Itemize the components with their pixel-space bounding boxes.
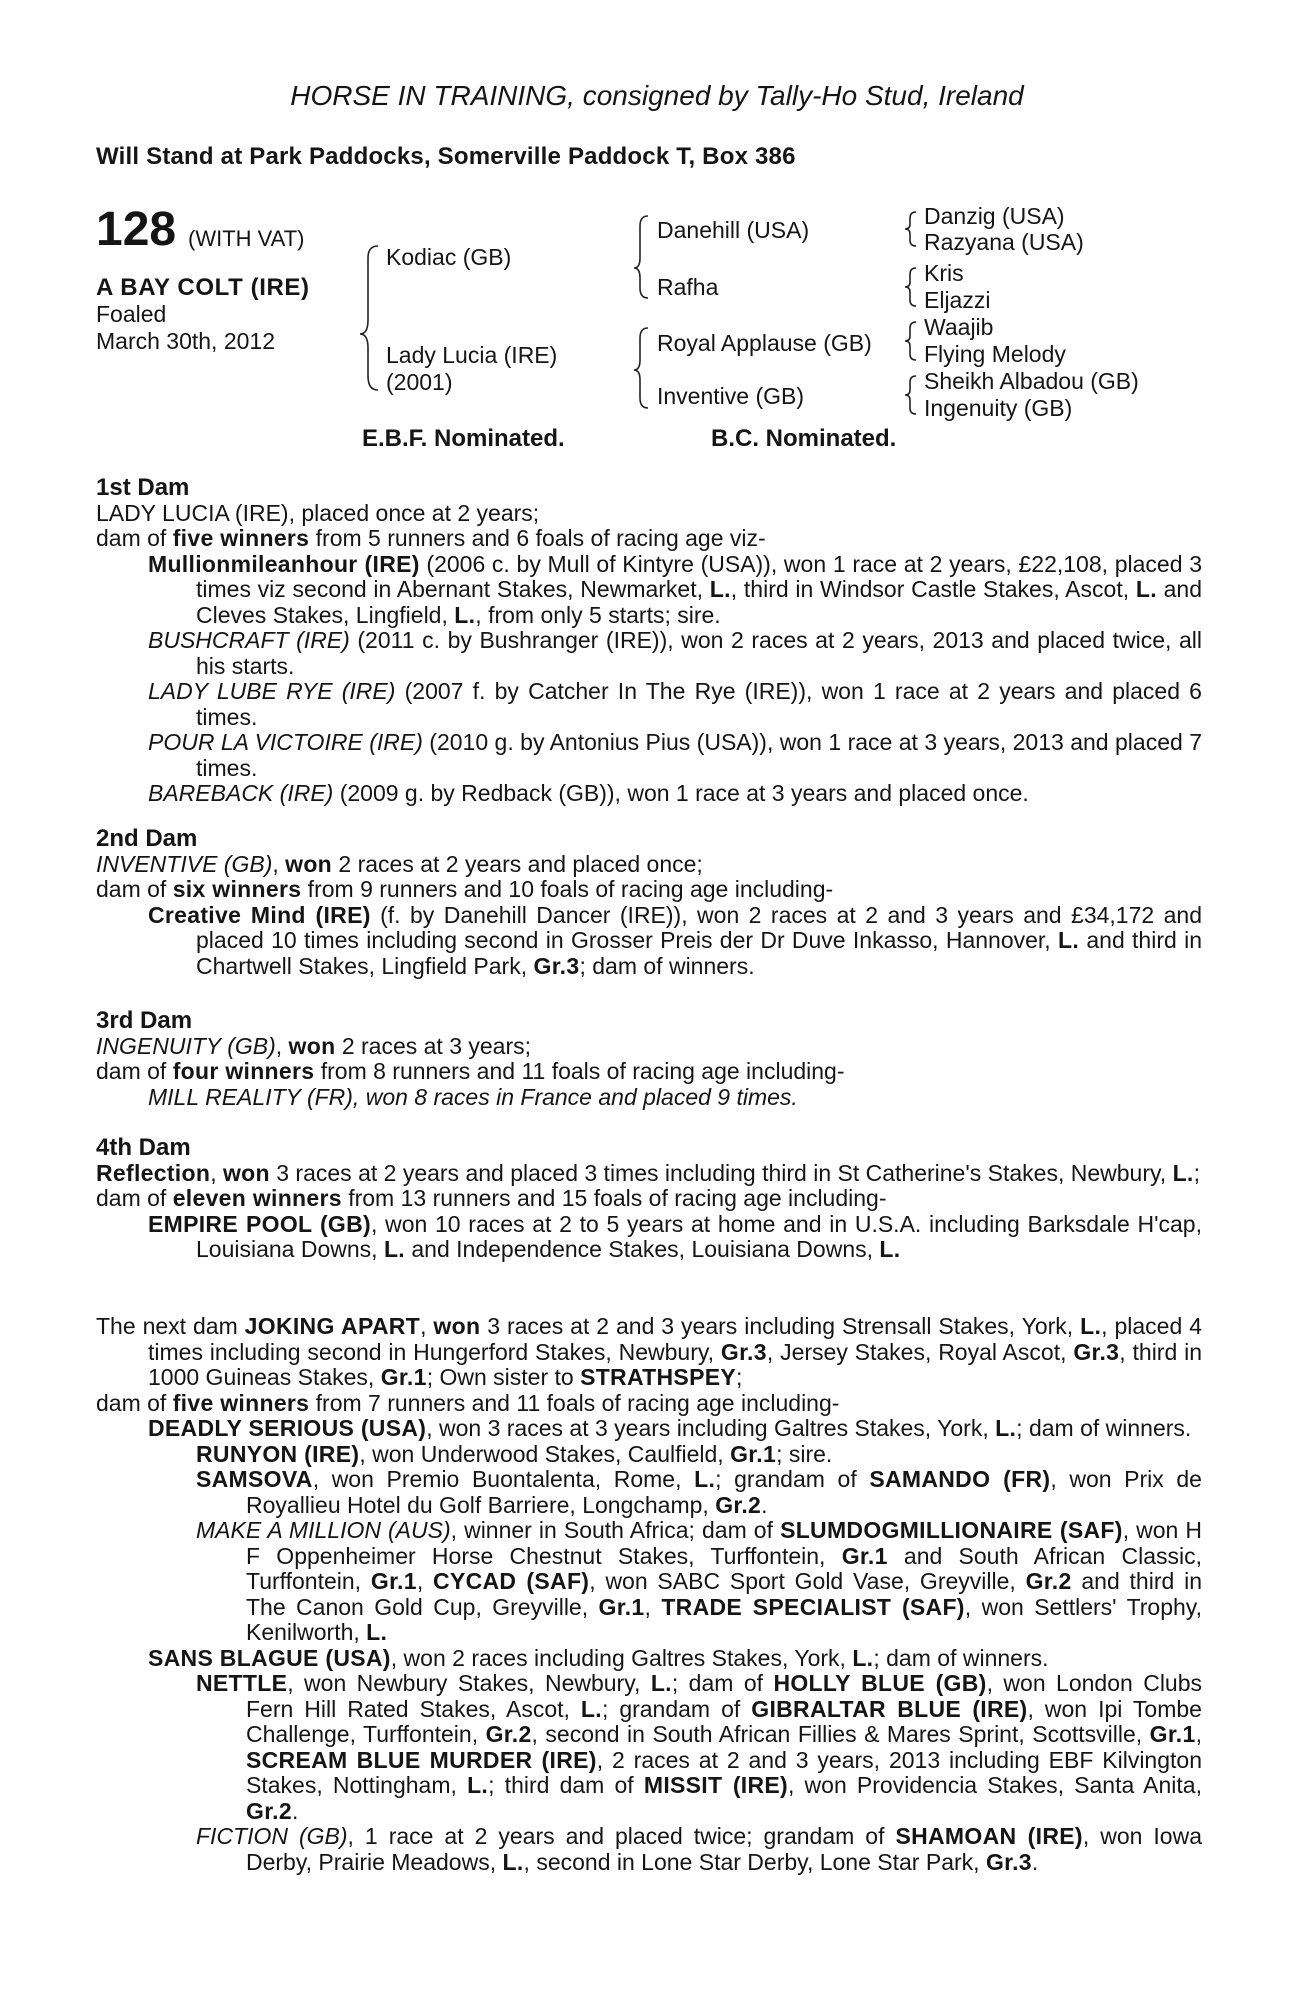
ebf-nominated: E.B.F. Nominated. xyxy=(362,425,565,452)
next-dam-produce: dam of five winners from 7 runners and 11 foals of racing age including- xyxy=(96,1389,840,1416)
progeny-entry: SANS BLAGUE (USA), won 2 races including Galtres Stakes, York, L.; dam of winners. xyxy=(148,1644,1049,1671)
third-dam-heading: 3rd Dam xyxy=(96,1007,193,1034)
ped-sdd: Eljazzi xyxy=(924,287,991,313)
brace-ds xyxy=(905,322,916,360)
next-dam-line: The next dam JOKING APART, won 3 races at 2 and 3 years including Strensall Stakes, York, L., placed 4 times including second in Hungerford Stakes, Newbury, Gr.3, Jersey Stakes, Royal Ascot, Gr.3, third in 1000 Guineas Stakes, Gr.1; Own sister to STRATHSPEY; xyxy=(96,1313,1202,1390)
progeny-entry: MILL REALITY (FR), won 8 races in France and placed 9 times. xyxy=(148,1083,798,1110)
second-dam-heading: 2nd Dam xyxy=(96,825,198,852)
second-dam-line: INVENTIVE (GB), won 2 races at 2 years and placed once; xyxy=(96,850,703,877)
fourth-dam-heading: 4th Dam xyxy=(96,1134,191,1161)
lot-number: 128 xyxy=(96,203,177,256)
ped-ssd: Razyana (USA) xyxy=(924,229,1084,255)
ped-dss: Waajib xyxy=(924,314,994,340)
ped-dd: Inventive (GB) xyxy=(657,383,804,409)
grand-progeny-entry: NETTLE, won Newbury Stakes, Newbury, L.; dam of HOLLY BLUE (GB), won London Clubs Fern Hill Rated Stakes, Ascot, L.; grandam of GIBRALTAR BLUE (IRE), won Ipi Tombe Challenge, Turffontein, Gr.2, second in South African Fillies & Mares Sprint, Scottsville, Gr.1, SCREAM BLUE MURDER (IRE), 2 races at 2 and 3 years, 2013 including EBF Kilvington Stakes, Nottingham, L.; third dam of MISSIT (IRE), won Providencia Stakes, Santa Anita, Gr.2. xyxy=(196,1670,1203,1824)
ped-dam: Lady Lucia (IRE) xyxy=(386,342,558,368)
ped-dds: Sheikh Albadou (GB) xyxy=(924,368,1139,394)
brace-ss xyxy=(905,212,916,246)
ped-sss: Danzig (USA) xyxy=(924,203,1065,229)
progeny-entry: Mullionmileanhour (IRE) (2006 c. by Mull of Kintyre (USA)), won 1 race at 2 years, £22,108, placed 3 times viz second in Abernant Stakes, Newmarket, L., third in Windsor Castle Stakes, Ascot, L. and Cleves Stakes, Lingfield, L., from only 5 starts; sire. xyxy=(148,550,1202,628)
grand-progeny-entry: FICTION (GB), 1 race at 2 years and placed twice; grandam of SHAMOAN (IRE), won Iowa Derby, Prairie Meadows, L., second in Lone Star Derby, Lone Star Park, Gr.3. xyxy=(196,1823,1202,1875)
fourth-dam-produce: dam of eleven winners from 13 runners and 15 foals of racing age including- xyxy=(96,1185,887,1211)
grand-progeny-entry: RUNYON (IRE), won Underwood Stakes, Caulfield, Gr.1; sire. xyxy=(196,1440,833,1467)
ped-sd: Rafha xyxy=(657,274,719,300)
third-dam-produce: dam of four winners from 8 runners and 11 foals of racing age including- xyxy=(96,1058,845,1084)
progeny-entry: BAREBACK (IRE) (2009 g. by Redback (GB)), won 1 race at 3 years and placed once. xyxy=(148,780,1029,806)
progeny-entry: EMPIRE POOL (GB), won 10 races at 2 to 5 years at home and in U.S.A. including Barksdale H'cap, Louisiana Downs, L. and Independence Stakes, Louisiana Downs, L. xyxy=(148,1210,1202,1262)
brace-dd xyxy=(905,376,916,414)
progeny-entry: Creative Mind (IRE) (f. by Danehill Dancer (IRE)), won 2 races at 2 and 3 years and £34,172 and placed 10 times including second in Grosser Preis der Dr Duve Inkasso, Hannover, L. and third in Chartwell Stakes, Lingfield Park, Gr.3; dam of winners. xyxy=(148,901,1202,979)
foaled-label: Foaled xyxy=(96,301,167,327)
ped-sds: Kris xyxy=(924,260,964,286)
ped-dam-year: (2001) xyxy=(386,369,453,395)
section-fourth-dam xyxy=(96,1135,1202,1263)
page-title: HORSE IN TRAINING, consigned by Tally-Ho Stud, Ireland xyxy=(290,80,1024,111)
section-next-dam xyxy=(96,1314,1202,1875)
lot-description: A BAY COLT (IRE) xyxy=(96,274,310,301)
stand-location: Will Stand at Park Paddocks, Somerville Paddock T, Box 386 xyxy=(96,143,796,170)
vat-note: (WITH VAT) xyxy=(188,226,305,251)
brace-sire xyxy=(634,216,648,298)
progeny-entry: LADY LUBE RYE (IRE) (2007 f. by Catcher In The Rye (IRE)), won 1 race at 2 years and placed 6 times. xyxy=(148,678,1202,730)
brace-sd xyxy=(905,268,916,306)
first-dam-line: LADY LUCIA (IRE), placed once at 2 years; xyxy=(96,499,540,526)
first-dam-heading: 1st Dam xyxy=(96,474,190,501)
progeny-entry: POUR LA VICTOIRE (IRE) (2010 g. by Antonius Pius (USA)), won 1 race at 3 years, 2013 and placed 7 times. xyxy=(148,729,1203,781)
ped-ddd: Ingenuity (GB) xyxy=(924,395,1073,421)
section-second-dam xyxy=(96,826,1202,979)
foaled-date: March 30th, 2012 xyxy=(96,328,276,354)
grand-progeny-entry: MAKE A MILLION (AUS), winner in South Africa; dam of SLUMDOGMILLIONAIRE (SAF), won H F Oppenheimer Horse Chestnut Stakes, Turffontein, Gr.1 and South African Classic, Turffontein, Gr.1, CYCAD (SAF), won SABC Sport Gold Vase, Greyville, Gr.2 and third in The Canon Gold Cup, Greyville, Gr.1, TRADE SPECIALIST (SAF), won Settlers' Trophy, Kenilworth, L. xyxy=(196,1517,1203,1645)
section-third-dam xyxy=(96,1008,1202,1110)
grand-progeny-entry: SAMSOVA, won Premio Buontalenta, Rome, L.; grandam of SAMANDO (FR), won Prix de Royallieu Hotel du Golf Barriere, Longchamp, Gr.2. xyxy=(196,1466,1202,1518)
bc-nominated: B.C. Nominated. xyxy=(711,425,897,452)
ped-sire: Kodiac (GB) xyxy=(386,244,512,270)
first-dam-produce: dam of five winners from 5 runners and 6 foals of racing age viz- xyxy=(96,525,766,551)
section-first-dam xyxy=(96,475,1202,807)
ped-ds: Royal Applause (GB) xyxy=(657,330,872,356)
brace-dam xyxy=(634,328,648,408)
ped-ss: Danehill (USA) xyxy=(657,217,810,243)
fourth-dam-line: Reflection, won 3 races at 2 years and placed 3 times including third in St Catherine's Stakes, Newbury, L.; xyxy=(96,1159,1200,1186)
progeny-entry: DEADLY SERIOUS (USA), won 3 races at 3 years including Galtres Stakes, York, L.; dam of winners. xyxy=(148,1415,1192,1441)
second-dam-produce: dam of six winners from 9 runners and 10 foals of racing age including- xyxy=(96,876,834,902)
brace-main xyxy=(360,246,378,390)
ped-dsd: Flying Melody xyxy=(924,341,1066,367)
progeny-entry: BUSHCRAFT (IRE) (2011 c. by Bushranger (IRE)), won 2 races at 2 years, 2013 and placed twice, all his starts. xyxy=(148,627,1202,679)
third-dam-line: INGENUITY (GB), won 2 races at 3 years; xyxy=(96,1032,532,1059)
